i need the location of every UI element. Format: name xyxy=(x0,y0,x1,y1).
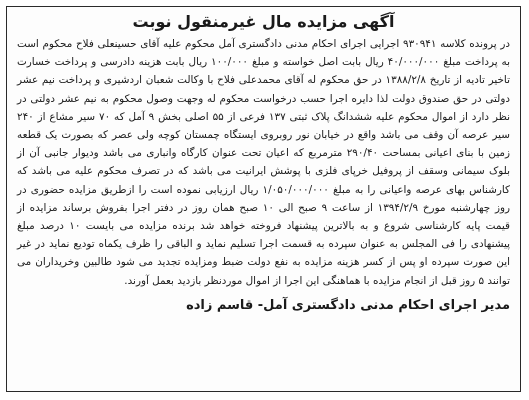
notice-title: آگهی مزایده مال غیرمنقول نوبت xyxy=(132,12,395,31)
notice-signature: مدیر اجرای احکام مدنی دادگستری آمل- قاسم زاده xyxy=(186,297,510,313)
notice-body: در پرونده کلاسه ۹۳۰۹۴۱ اجرایی اجرای احکام مدنی دادگستری آمل محکوم علیه آقای حسینعلی فلاح محکوم است به پرداخت مبلغ ۴۰/۰۰۰/۰۰۰ ریال بابت اصل خواسته و مبلغ ۱۰۰/۰۰۰ ریال بابت هزینه دادرسی و پرداخت خسارت تاخیر تادیه از تاریخ ۱۳۸۸/۲/۸ در حق محکوم له آقای محمدعلی فلاح با وکالت شعبان اردشیری و پرداخت نیم عشر دولتی در حق صندوق دولت لذا دایره اجرا حسب درخواست محکوم له وجهت وصول محکوم به نیم عشر دولتی در نظر دارد از اموال محکوم علیه ششدانگ پلاک ثبتی ۱۳۷ فرعی از ۵۵ اصلی بخش ۹ آمل که ۷۰ سیر مشاع از ۲۴۰ سیر عرصه آن وقف می باشد واقع در خیابان نور روبروی ایستگاه چمستان کوچه ولی عصر که بصورت یک قطعه زمین با بنای اعیانی بمساحت ۲۹۰/۴۰ مترمربع که اعیان تحت عنوان کارگاه وانباری می باشد ودیوار جانبی آن از بلوک سیمانی وسقف از پروفیل خرپای فلزی با پوشش ایرانیت می باشد که در تصرف محکوم علیه می باشد که کارشناس بهای عرصه واعیانی را به مبلغ ۱/۰۵۰/۰۰۰/۰۰۰ ریال ارزیابی نموده است را ازطریق مزایده حضوری در روز چهارشنبه مورخ ۱۳۹۴/۲/۹ از ساعت ۹ صبح الی ۱۰ صبح همان روز در دفتر اجرا بفروش برساند مزایده از قیمت پایه کارشناسی شروع و به بالاترین پیشنهاد فروخته خواهد شد برنده مزایده می بایست ۱۰ درصد مبلغ پیشنهادی را فی المجلس به عنوان سپرده به قسمت اجرا تسلیم نماید و الباقی را ظرف یکماه تودیع نماید در غیر این صورت سپرده او پس از کسر هزینه مزایده به نفع دولت ضبط ومزایده تجدید می شود طالبین وخریداران می توانند ۵ روز قبل از انجام مزایده با هماهنگی این اجرا از اموال موردنظر بازدید بعمل آورند. xyxy=(17,38,510,287)
auction-notice xyxy=(6,6,521,392)
